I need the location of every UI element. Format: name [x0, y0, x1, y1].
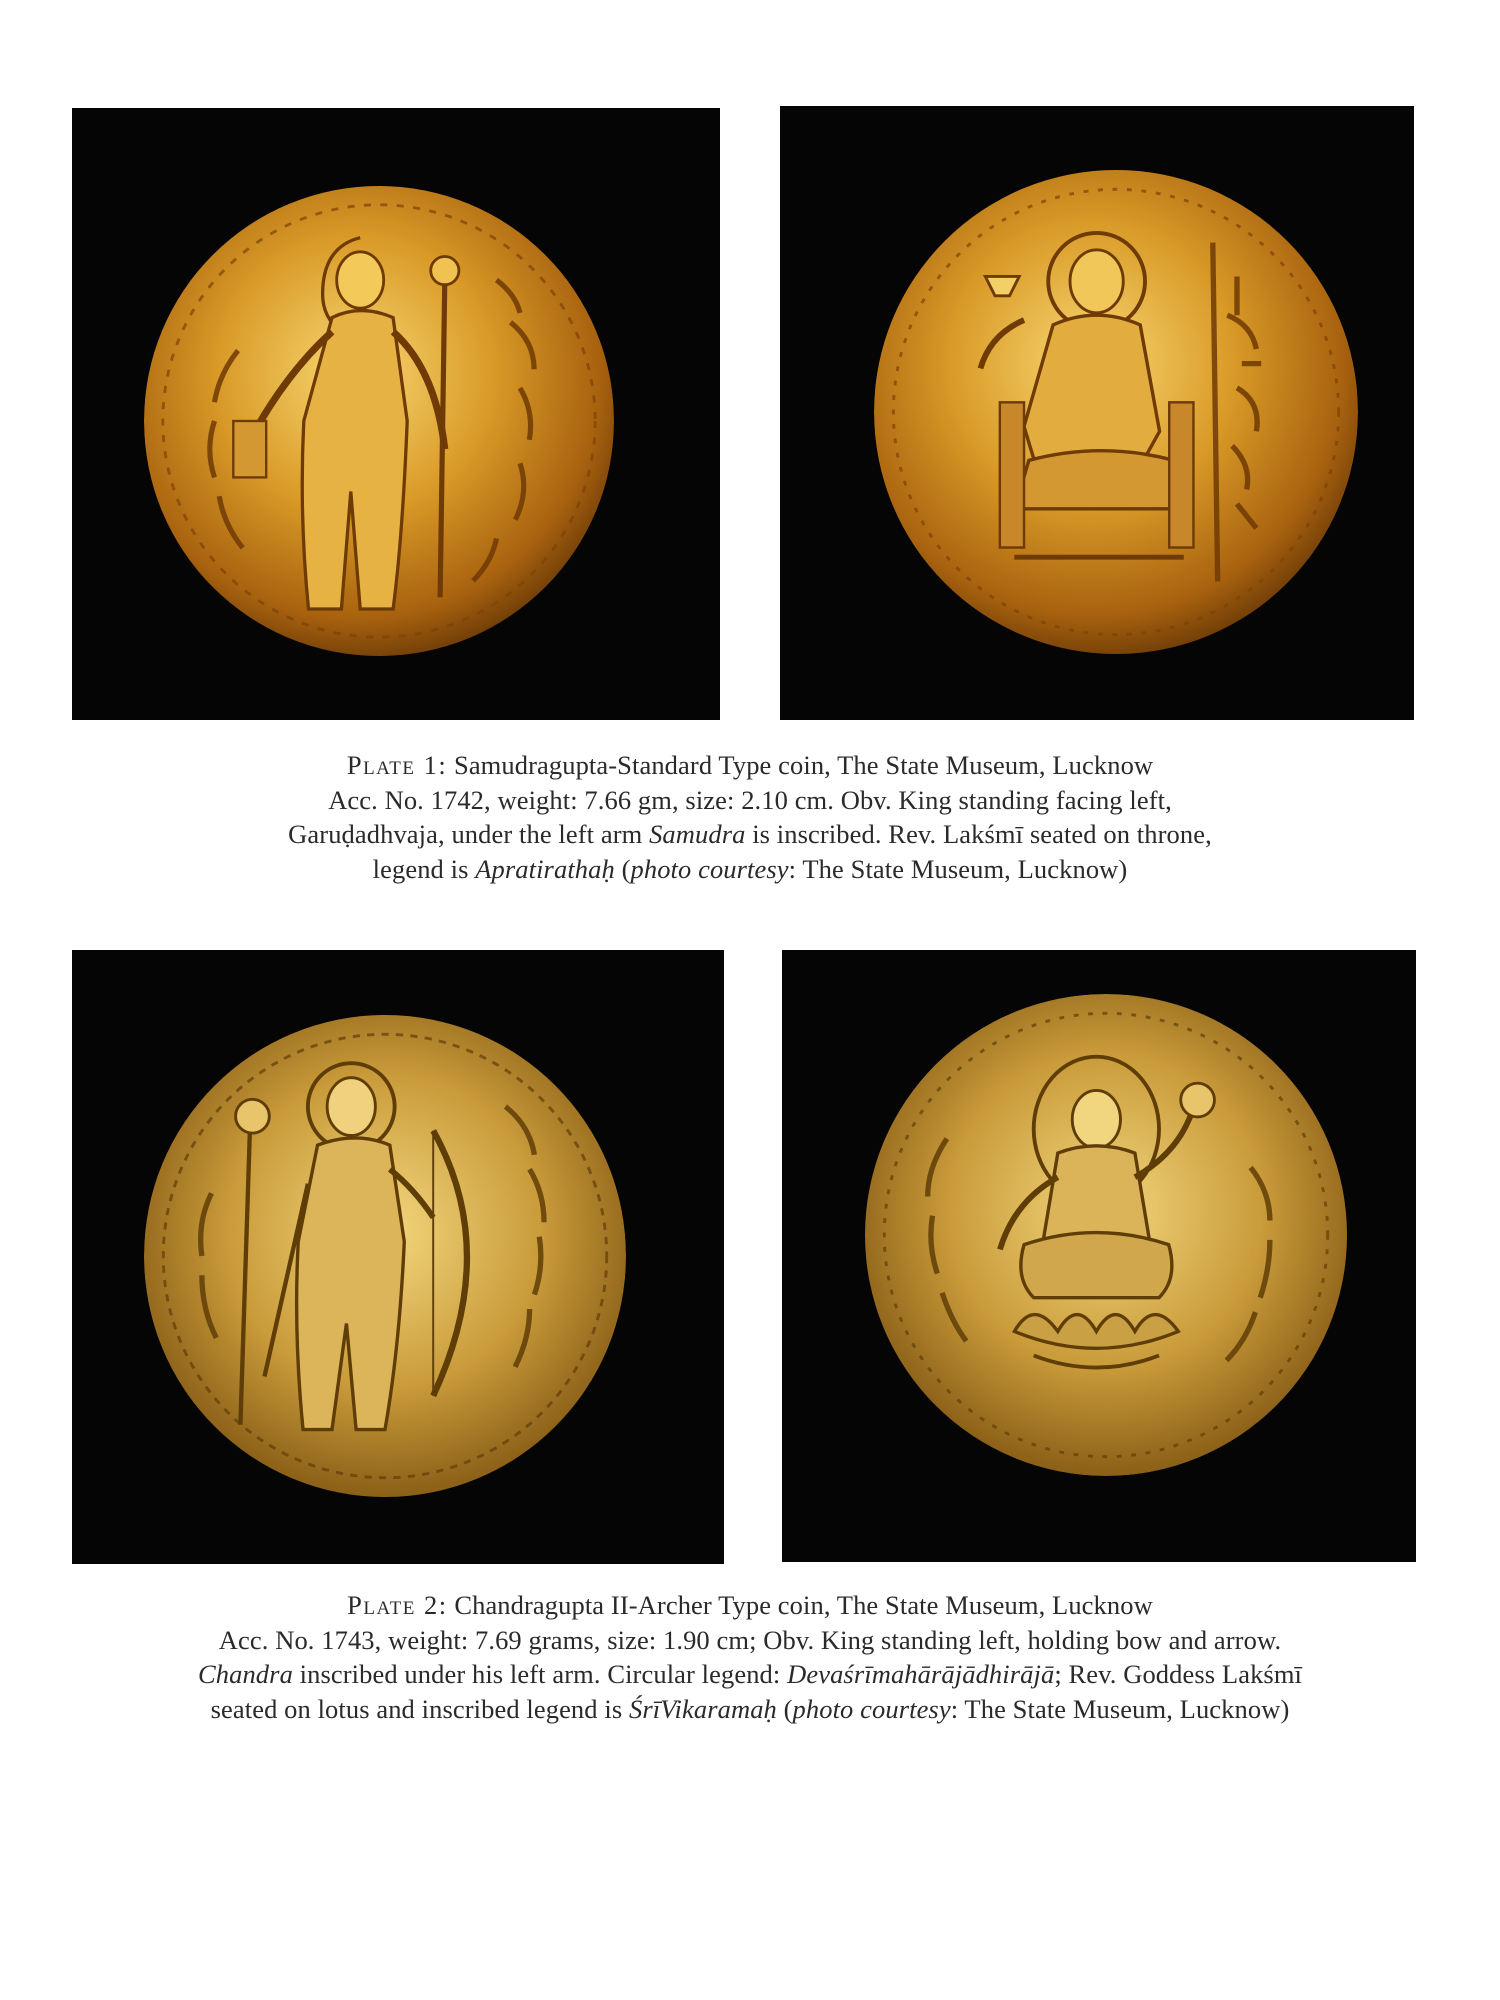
caption-italic: Chandra — [197, 1659, 293, 1689]
caption-text: ; Rev. Goddess Lakśmī — [1054, 1659, 1303, 1689]
caption-line — [60, 1657, 1440, 1692]
caption-line — [60, 748, 1440, 783]
plate1-caption — [60, 748, 1440, 886]
caption-text: Garuḍadhvaja, under the left arm — [288, 819, 650, 849]
caption-line — [60, 783, 1440, 818]
caption-line — [60, 1623, 1440, 1658]
caption-italic: ŚrīVikaramaḥ — [628, 1693, 777, 1724]
plate2-obverse-photo — [72, 950, 724, 1564]
caption-text: is inscribed. Rev. Lakśmī seated on throne, — [745, 819, 1212, 849]
plate2-reverse-photo — [782, 950, 1416, 1562]
caption-text: Chandragupta II-Archer Type coin, The State Museum, Lucknow — [447, 1590, 1153, 1620]
caption-text: legend is — [372, 853, 476, 884]
caption-text: ( — [614, 853, 631, 884]
plate-label: Plate 2: — [347, 1590, 448, 1620]
caption-italic: photo courtesy — [630, 853, 789, 884]
caption-line — [60, 852, 1440, 887]
caption-italic: Samudra — [649, 819, 746, 849]
plate1-obverse-photo — [72, 108, 720, 720]
caption-text: Acc. No. 1742, weight: 7.66 gm, size: 2.10 cm. Obv. King standing facing left, — [328, 784, 1172, 815]
plate-label: Plate 1: — [346, 750, 448, 780]
plate1-reverse-photo — [780, 106, 1414, 720]
caption-italic: Devaśrīmahārājādhirājā — [787, 1659, 1055, 1689]
caption-text: Acc. No. 1743, weight: 7.69 grams, size: 1.90 cm; Obv. King standing left, holding bow and arrow. — [218, 1624, 1282, 1655]
chandragupta-archer-obverse-coin — [144, 1012, 626, 1500]
caption-italic: photo courtesy — [792, 1693, 951, 1724]
caption-line — [60, 1588, 1440, 1623]
caption-text: Samudragupta-Standard Type coin, The State Museum, Lucknow — [447, 750, 1154, 780]
plate2-caption — [60, 1588, 1440, 1726]
caption-line — [60, 817, 1440, 852]
caption-italic: Apratirathaḥ — [475, 853, 615, 884]
caption-text: : The State Museum, Lucknow) — [788, 853, 1128, 884]
caption-text: : The State Museum, Lucknow) — [950, 1693, 1290, 1724]
samudragupta-standard-reverse-coin — [874, 168, 1358, 656]
caption-line — [60, 1692, 1440, 1727]
samudragupta-standard-obverse-coin — [144, 182, 614, 660]
caption-text: inscribed under his left arm. Circular legend: — [292, 1659, 788, 1689]
chandragupta-archer-reverse-coin — [864, 994, 1348, 1476]
caption-text: seated on lotus and inscribed legend is — [210, 1693, 629, 1724]
caption-text: ( — [776, 1693, 793, 1724]
